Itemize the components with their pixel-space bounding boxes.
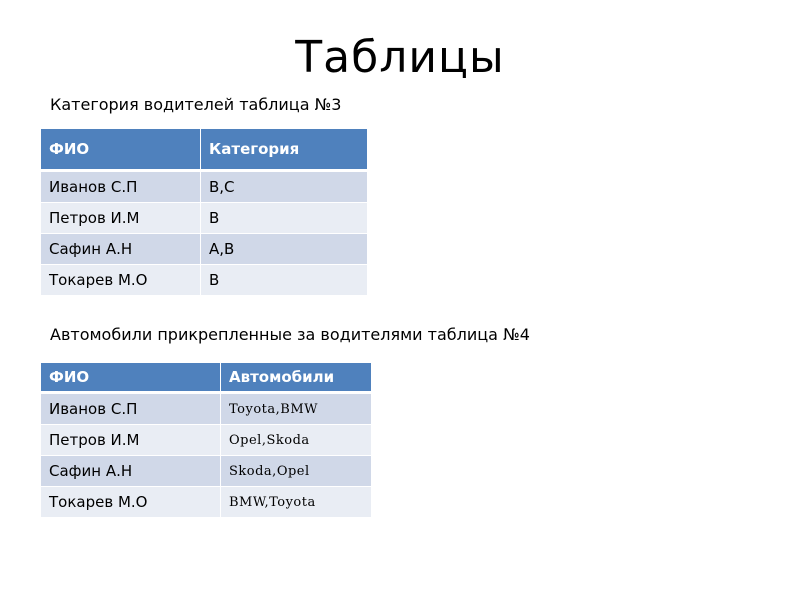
cell-category: A,B [201,234,368,265]
cell-fio: Иванов С.П [41,171,201,203]
table-row [41,234,368,265]
cell-fio: Сафин А.Н [41,456,221,487]
cell-cars: BMW,Toyota [221,487,372,518]
cell-cars: Skoda,Opel [221,456,372,487]
driver-cars-table [40,362,372,518]
cell-cars: Toyota,BMW [221,393,372,425]
column-header-fio: ФИО [41,129,201,171]
table1-caption: Категория водителей таблица №3 [50,95,342,114]
table-row [41,487,372,518]
cell-cars: Opel,Skoda [221,425,372,456]
table-row [41,171,368,203]
column-header-cars: Автомобили [221,363,372,393]
cell-fio: Петров И.М [41,425,221,456]
table-row [41,456,372,487]
cell-fio: Петров И.М [41,203,201,234]
column-header-category: Категория [201,129,368,171]
cell-fio: Токарев М.О [41,265,201,296]
table-row [41,393,372,425]
cell-category: B [201,265,368,296]
cell-category: B [201,203,368,234]
cell-category: B,C [201,171,368,203]
cell-fio: Сафин А.Н [41,234,201,265]
cell-fio: Иванов С.П [41,393,221,425]
table-row [41,265,368,296]
slide-title: Таблицы [295,32,505,83]
table-row [41,425,372,456]
cell-fio: Токарев М.О [41,487,221,518]
driver-category-table [40,128,368,296]
table2-caption: Автомобили прикрепленные за водителями таблица №4 [50,325,530,344]
column-header-fio: ФИО [41,363,221,393]
table-row [41,203,368,234]
table-header-row [41,363,372,393]
table-header-row [41,129,368,171]
